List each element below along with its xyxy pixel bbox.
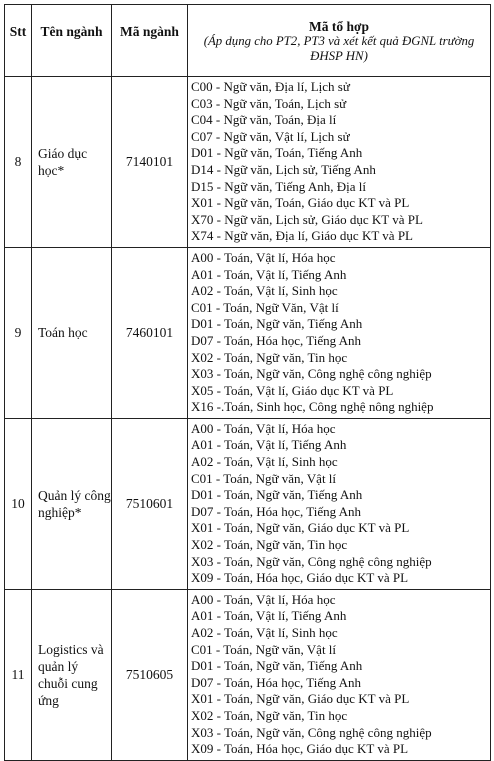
table-row <box>5 589 491 760</box>
row-ten-nganh: Giáo dục học* <box>32 77 112 248</box>
header-ma-to-hop-cell <box>188 5 491 77</box>
row-ma-nganh: 7510605 <box>112 589 188 760</box>
table-row <box>5 247 491 418</box>
row-ten-nganh: Logistics và quản lý chuỗi cung ứng <box>32 589 112 760</box>
combo-item: X03 - Toán, Ngữ văn, Công nghệ công nghiệp <box>191 553 432 569</box>
header-ten-nganh: Tên ngành <box>32 5 112 77</box>
header-stt: Stt <box>5 5 32 77</box>
header-ma-nganh: Mã ngành <box>112 5 188 77</box>
combo-item: X05 - Toán, Vật lí, Giáo dục KT và PL <box>191 382 394 398</box>
combo-item: A01 - Toán, Vật lí, Tiếng Anh <box>191 437 347 453</box>
combo-item: C07 - Ngữ văn, Vật lí, Lịch sử <box>191 128 350 144</box>
combo-item: A00 - Toán, Vật lí, Hóa học <box>191 249 336 265</box>
admission-table <box>4 4 491 761</box>
row-combo-list <box>188 418 491 589</box>
combo-item: A02 - Toán, Vật lí, Sinh học <box>191 283 338 299</box>
combo-item: D01 - Ngữ văn, Toán, Tiếng Anh <box>191 145 363 161</box>
combo-item: X02 - Toán, Ngữ văn, Tin học <box>191 707 348 723</box>
combo-item: A00 - Toán, Vật lí, Hóa học <box>191 420 336 436</box>
combo-item: C01 - Toán, Ngữ văn, Vật lí <box>191 641 337 657</box>
combo-item: D07 - Toán, Hóa học, Tiếng Anh <box>191 332 362 348</box>
row-ten-nganh: Quản lý công nghiệp* <box>32 418 112 589</box>
combo-item: X70 - Ngữ văn, Lịch sử, Giáo dục KT và PL <box>191 211 423 227</box>
combo-item: D01 - Toán, Ngữ văn, Tiếng Anh <box>191 487 363 503</box>
combo-item: D14 - Ngữ văn, Lịch sử, Tiếng Anh <box>191 161 376 177</box>
combo-item: X01 - Toán, Ngữ văn, Giáo dục KT và PL <box>191 520 410 536</box>
row-combo-list <box>188 589 491 760</box>
combo-item: A01 - Toán, Vật lí, Tiếng Anh <box>191 266 347 282</box>
combo-item: X09 - Toán, Hóa học, Giáo dục KT và PL <box>191 741 409 757</box>
combo-item: A01 - Toán, Vật lí, Tiếng Anh <box>191 608 347 624</box>
combo-item: A02 - Toán, Vật lí, Sinh học <box>191 454 338 470</box>
header-ma-to-hop-note: (Áp dụng cho PT2, PT3 và xét kết quả ĐGNL trường ĐHSP HN) <box>203 34 475 63</box>
combo-item: C00 - Ngữ văn, Địa lí, Lịch sử <box>191 79 350 94</box>
combo-item: D07 - Toán, Hóa học, Tiếng Anh <box>191 674 362 690</box>
combo-item: X03 - Toán, Ngữ văn, Công nghệ công nghiệp <box>191 366 432 382</box>
combo-item: A02 - Toán, Vật lí, Sinh học <box>191 625 338 640</box>
row-ma-nganh: 7510601 <box>112 418 188 589</box>
combo-item: X03 - Toán, Ngữ văn, Công nghệ công nghiệp <box>191 724 432 740</box>
combo-item: D15 - Ngữ văn, Tiếng Anh, Địa lí <box>191 178 366 194</box>
row-ma-nganh: 7460101 <box>112 247 188 418</box>
table-row <box>5 418 491 589</box>
combo-item: X09 - Toán, Hóa học, Giáo dục KT và PL <box>191 570 409 586</box>
combo-item: X02 - Toán, Ngữ văn, Tin học <box>191 349 348 365</box>
combo-item: X16 -.Toán, Sinh học, Công nghệ nông nghiệp <box>191 399 434 415</box>
row-stt: 9 <box>5 247 32 418</box>
combo-item: A00 - Toán, Vật lí, Hóa học <box>191 591 336 607</box>
row-combo-list <box>188 77 491 248</box>
combo-item: X02 - Toán, Ngữ văn, Tin học <box>191 537 348 553</box>
row-stt: 11 <box>5 589 32 760</box>
combo-item: D01 - Toán, Ngữ văn, Tiếng Anh <box>191 316 363 332</box>
combo-item: C01 - Toán, Ngữ văn, Vật lí <box>191 470 337 486</box>
header-row <box>5 5 491 77</box>
header-ma-to-hop: Mã tổ hợp <box>309 19 369 34</box>
combo-item: C01 - Toán, Ngữ Văn, Vật lí <box>191 299 339 315</box>
row-ma-nganh: 7140101 <box>112 77 188 248</box>
combo-item: C03 - Ngữ văn, Toán, Lịch sử <box>191 95 347 111</box>
row-stt: 8 <box>5 77 32 248</box>
combo-item: D07 - Toán, Hóa học, Tiếng Anh <box>191 503 362 519</box>
combo-item: X01 - Ngữ văn, Toán, Giáo dục KT và PL <box>191 195 410 211</box>
combo-item: X01 - Toán, Ngữ văn, Giáo dục KT và PL <box>191 691 410 707</box>
row-stt: 10 <box>5 418 32 589</box>
combo-item: C04 - Ngữ văn, Toán, Địa lí <box>191 112 337 128</box>
combo-item: X74 - Ngữ văn, Địa lí, Giáo dục KT và PL <box>191 228 413 244</box>
row-ten-nganh: Toán học <box>32 247 112 418</box>
combo-item: D01 - Toán, Ngữ văn, Tiếng Anh <box>191 658 363 674</box>
table-row <box>5 77 491 248</box>
row-combo-list <box>188 247 491 418</box>
